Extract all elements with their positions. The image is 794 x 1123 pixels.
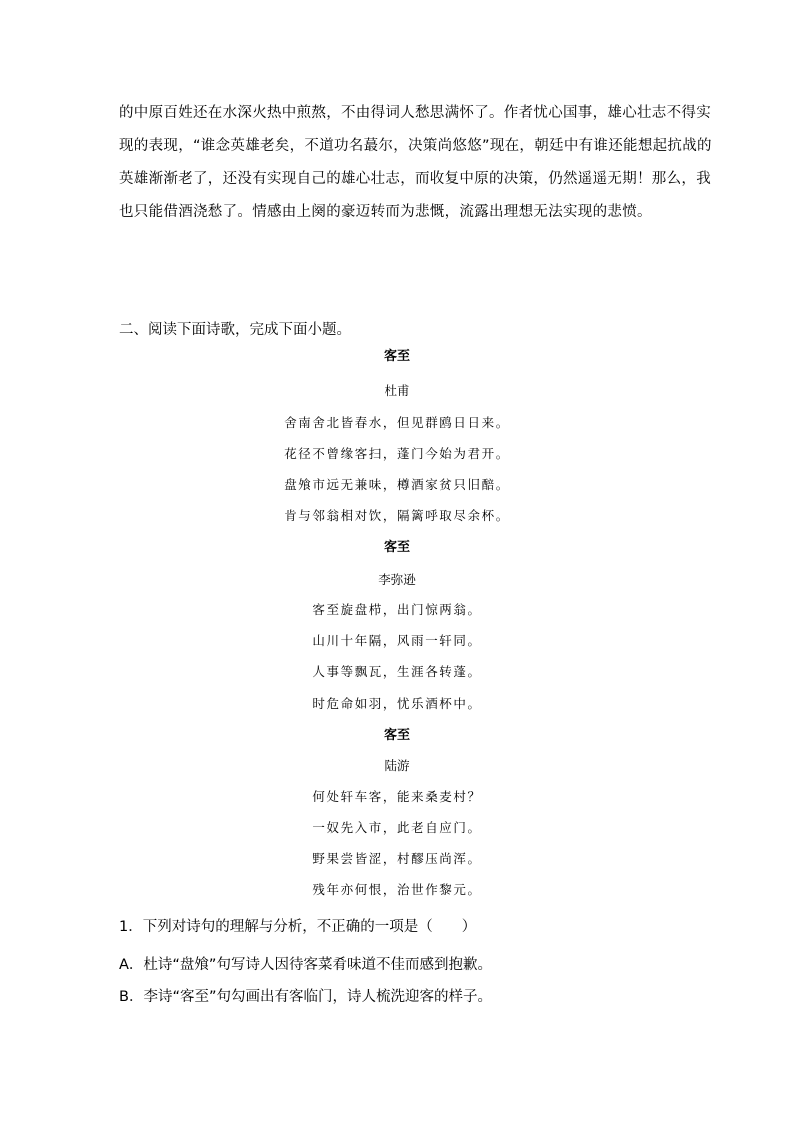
poem-line: 何处轩车客，能来桑麦村？ bbox=[312, 789, 482, 804]
poem-author: 杜甫 bbox=[384, 383, 410, 398]
poem-line: 残年亦何恨，治世作黎元。 bbox=[312, 882, 482, 897]
poem-line: 人事等飘瓦，生涯各转蓬。 bbox=[312, 664, 482, 679]
poem-title: 客至 bbox=[383, 728, 410, 743]
poem-line: 肯与邻翁相对饮，隔篱呼取尽余杯。 bbox=[284, 508, 510, 523]
poem-title: 客至 bbox=[383, 349, 410, 364]
poem-line: 客至旋盘栉，出门惊两翁。 bbox=[312, 602, 482, 617]
question-option: A．杜诗“盘飧”句写诗人因待客菜肴味道不佳而感到抱歉。 bbox=[119, 957, 492, 973]
question-stem: 1．下列对诗句的理解与分析，不正确的一项是（ ） bbox=[119, 919, 477, 935]
poem-line: 一奴先入市，此老自应门。 bbox=[312, 820, 482, 835]
analysis-line: 的中原百姓还在水深火热中煎熬，不由得词人愁思满怀了。作者忧心国事，雄心壮志不得实 bbox=[119, 105, 711, 121]
poem-line: 花径不曾缘客扫，蓬门今始为君开。 bbox=[284, 446, 510, 461]
analysis-line: 也只能借酒浇愁了。情感由上阕的豪迈转而为悲慨，流露出理想无法实现的悲愤。 bbox=[119, 204, 652, 220]
poem-author: 李弥逊 bbox=[378, 572, 416, 587]
poem-author: 陆游 bbox=[384, 758, 410, 773]
poem-line: 野果尝皆涩，村醪压尚浑。 bbox=[312, 851, 482, 866]
question-option: B．李诗“客至”句勾画出有客临门，诗人梳洗迎客的样子。 bbox=[119, 989, 492, 1005]
poem-line: 盘飧市远无兼味，樽酒家贫只旧醅。 bbox=[284, 477, 510, 492]
section-heading: 二、阅读下面诗歌，完成下面小题。 bbox=[119, 322, 351, 338]
analysis-line: 英雄渐渐老了，还没有实现自己的雄心壮志，而收复中原的决策，仍然遥遥无期！那么，我 bbox=[119, 171, 711, 187]
poem-line: 时危命如羽，忧乐酒杯中。 bbox=[312, 696, 482, 711]
poem-line: 舍南舍北皆春水，但见群鸥日日来。 bbox=[284, 415, 510, 430]
poem-title: 客至 bbox=[383, 540, 410, 555]
analysis-paragraph bbox=[119, 97, 712, 229]
analysis-line: 现的表现，“谁念英雄老矣，不道功名蕞尔，决策尚悠悠”现在，朝廷中有谁还能想起抗战的 bbox=[119, 138, 712, 154]
poem-line: 山川十年隔，风雨一轩同。 bbox=[312, 633, 482, 648]
